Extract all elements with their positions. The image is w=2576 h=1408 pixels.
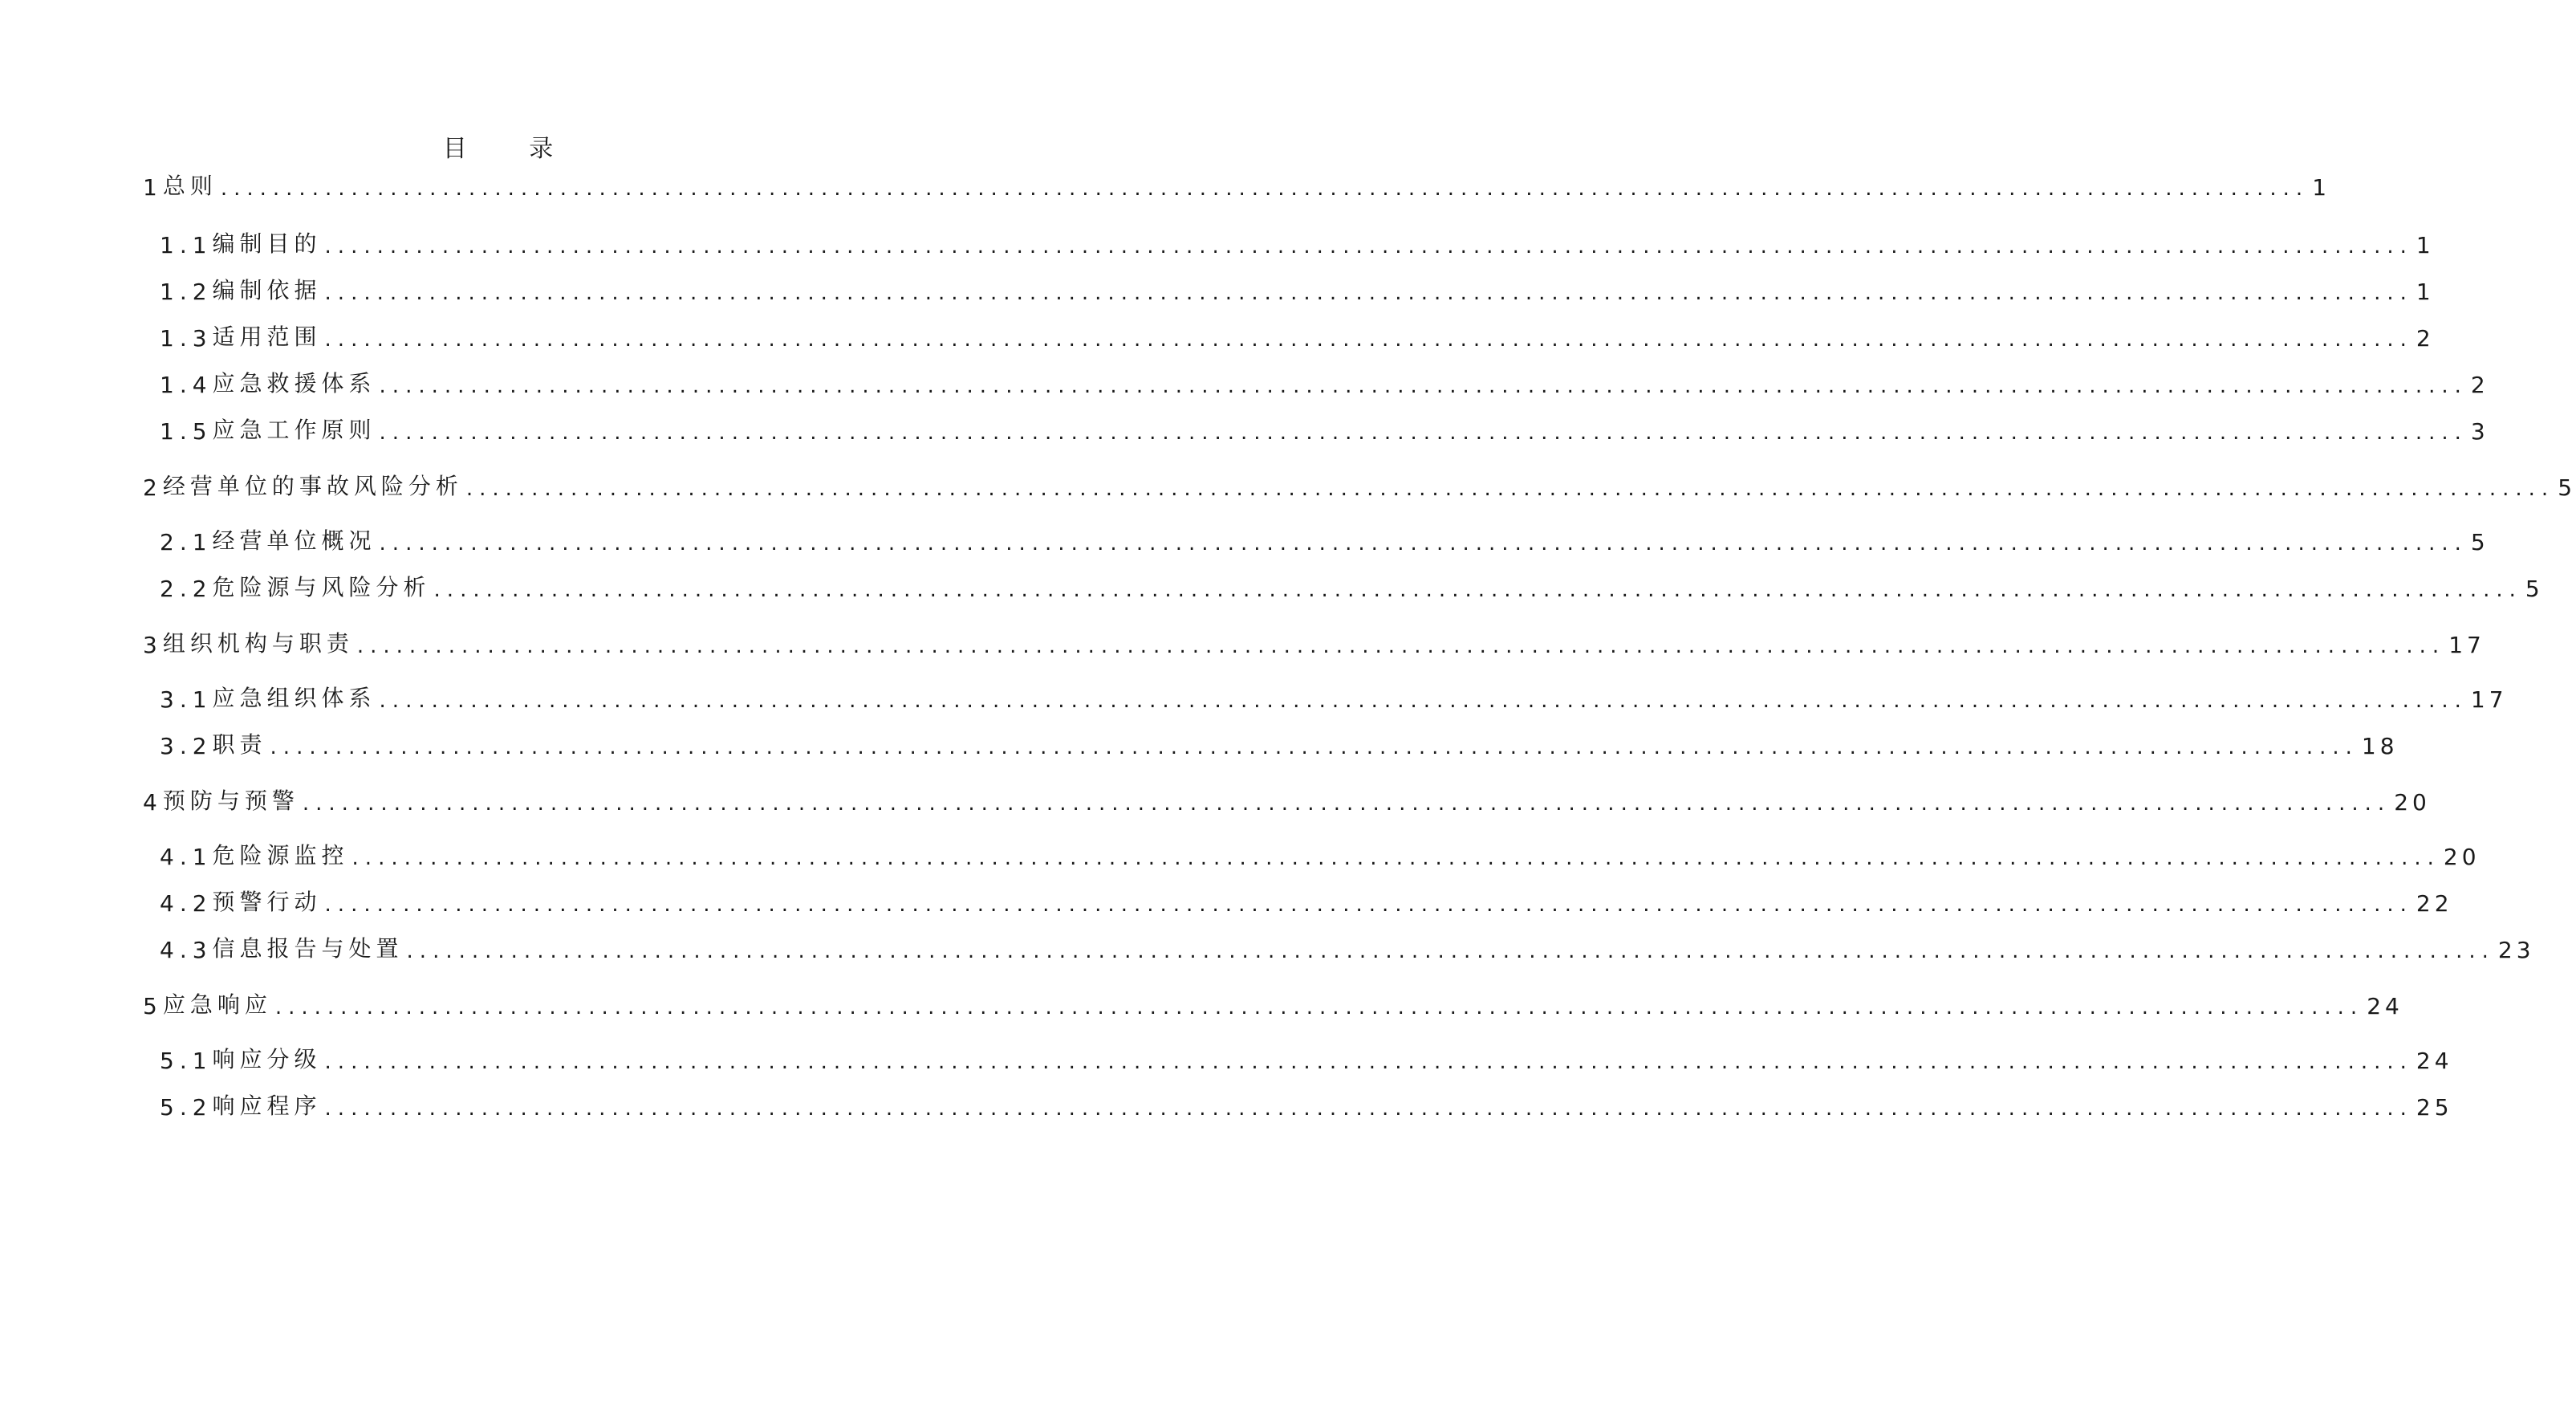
toc-entry-page: 5 bbox=[2525, 576, 2544, 602]
toc-dot-leader: ................................................................................................................................................................ bbox=[379, 374, 2468, 398]
toc-entry[interactable] bbox=[160, 570, 2544, 602]
toc-entry-page: 20 bbox=[2443, 844, 2481, 870]
toc-entry-label: 应急救援体系 bbox=[212, 370, 376, 397]
toc-entry-label: 预防与预警 bbox=[162, 787, 299, 814]
toc-entry-label: 职责 bbox=[212, 731, 267, 758]
toc-dot-leader: ................................................................................................................................................................ bbox=[324, 281, 2413, 305]
toc-dot-leader: ................................................................................................................................................................ bbox=[379, 421, 2468, 445]
toc-dot-leader: ................................................................................................................................................................ bbox=[324, 1097, 2413, 1121]
toc-entry[interactable] bbox=[143, 987, 2403, 1019]
toc-entry-page: 17 bbox=[2448, 632, 2485, 658]
toc-entry[interactable] bbox=[160, 838, 2481, 870]
toc-dot-leader: ................................................................................................................................................................ bbox=[351, 846, 2440, 870]
toc-entry-page: 24 bbox=[2367, 993, 2403, 1019]
toc-entry-number: 3 bbox=[143, 632, 163, 658]
toc-entry[interactable] bbox=[160, 413, 2489, 445]
toc-dot-leader: ................................................................................................................................................................ bbox=[406, 939, 2495, 963]
toc-entry-page: 24 bbox=[2416, 1048, 2453, 1074]
toc-entry-page: 25 bbox=[2416, 1094, 2453, 1121]
toc-entry[interactable] bbox=[143, 626, 2485, 658]
toc-entry-label: 危险源监控 bbox=[212, 842, 349, 869]
toc-entry-number: 2 bbox=[143, 474, 163, 501]
toc-entry-number: 4.2 bbox=[160, 890, 213, 917]
toc-entry[interactable] bbox=[160, 366, 2489, 398]
toc-entry-number: 3.1 bbox=[160, 686, 213, 713]
toc-entry-label: 信息报告与处置 bbox=[212, 935, 404, 962]
toc-entry[interactable] bbox=[160, 226, 2435, 258]
toc-entry-page: 23 bbox=[2497, 937, 2535, 963]
page-title: 目 录 bbox=[442, 135, 581, 163]
toc-entry-label: 经营单位概况 bbox=[212, 527, 376, 554]
toc-entry-page: 20 bbox=[2394, 789, 2431, 816]
toc-entry[interactable] bbox=[160, 681, 2508, 713]
toc-entry-label: 经营单位的事故风险分析 bbox=[162, 473, 463, 499]
toc-entry-number: 2.2 bbox=[160, 576, 213, 602]
toc-entry-number: 4.3 bbox=[160, 937, 213, 963]
toc-entry[interactable] bbox=[160, 727, 2399, 759]
toc-entry-number: 5.1 bbox=[160, 1048, 213, 1074]
toc-entry-page: 1 bbox=[2416, 279, 2435, 305]
toc-entry-number: 1.1 bbox=[160, 232, 213, 258]
toc-entry[interactable] bbox=[160, 319, 2435, 352]
toc-dot-leader: ................................................................................................................................................................ bbox=[465, 477, 2555, 501]
toc-entry-number: 1.5 bbox=[160, 418, 213, 445]
toc-dot-leader: ................................................................................................................................................................ bbox=[356, 634, 2446, 658]
toc-entry-label: 响应程序 bbox=[212, 1093, 322, 1119]
toc-entry[interactable] bbox=[160, 1042, 2453, 1074]
toc-entry-page: 1 bbox=[2416, 232, 2435, 258]
toc-dot-leader: ................................................................................................................................................................ bbox=[270, 735, 2359, 759]
toc-entry[interactable] bbox=[160, 885, 2453, 917]
toc-entry-number: 1.4 bbox=[160, 372, 213, 398]
toc-entry-page: 22 bbox=[2416, 890, 2453, 917]
toc-entry-page: 1 bbox=[2312, 174, 2331, 201]
toc-entry-number: 4 bbox=[143, 789, 163, 816]
toc-entry-number: 5 bbox=[143, 993, 163, 1019]
toc-dot-leader: ................................................................................................................................................................ bbox=[324, 328, 2413, 352]
toc-entry-label: 应急响应 bbox=[162, 991, 272, 1018]
toc-dot-leader: ................................................................................................................................................................ bbox=[379, 689, 2468, 713]
toc-entry-page: 2 bbox=[2416, 325, 2435, 352]
toc-dot-leader: ................................................................................................................................................................ bbox=[324, 893, 2413, 917]
toc-entry-label: 编制依据 bbox=[212, 277, 322, 303]
toc-entry-number: 1.2 bbox=[160, 279, 213, 305]
toc-entry-label: 响应分级 bbox=[212, 1046, 322, 1072]
toc-entry-label: 危险源与风险分析 bbox=[212, 574, 431, 600]
toc-entry-page: 18 bbox=[2361, 733, 2399, 759]
toc-entry[interactable] bbox=[143, 469, 2576, 501]
toc-entry-label: 适用范围 bbox=[212, 324, 322, 350]
toc-dot-leader: ................................................................................................................................................................ bbox=[433, 578, 2522, 602]
toc-entry-label: 预警行动 bbox=[212, 889, 322, 915]
toc-entry-page: 2 bbox=[2470, 372, 2489, 398]
toc-entry-label: 应急组织体系 bbox=[212, 685, 376, 711]
toc-dot-leader: ................................................................................................................................................................ bbox=[324, 1050, 2413, 1074]
toc-dot-leader: ................................................................................................................................................................ bbox=[302, 791, 2391, 816]
toc-entry[interactable] bbox=[160, 931, 2535, 963]
toc-entry-page: 5 bbox=[2470, 529, 2489, 555]
toc-entry-number: 1.3 bbox=[160, 325, 213, 352]
toc-entry-number: 5.2 bbox=[160, 1094, 213, 1121]
toc-entry-number: 2.1 bbox=[160, 529, 213, 555]
toc-entry-label: 组织机构与职责 bbox=[162, 630, 354, 657]
toc-entry[interactable] bbox=[160, 273, 2435, 305]
toc-entry-page: 17 bbox=[2470, 686, 2508, 713]
toc-entry[interactable] bbox=[143, 169, 2331, 201]
toc-dot-leader: ................................................................................................................................................................ bbox=[220, 177, 2310, 201]
toc-entry-number: 3.2 bbox=[160, 733, 213, 759]
toc-dot-leader: ................................................................................................................................................................ bbox=[274, 995, 2364, 1019]
toc-entry[interactable] bbox=[160, 523, 2489, 555]
toc-dot-leader: ................................................................................................................................................................ bbox=[324, 234, 2413, 258]
toc-entry-label: 编制目的 bbox=[212, 230, 322, 257]
toc-entry[interactable] bbox=[143, 783, 2431, 816]
toc-entry-number: 1 bbox=[143, 174, 163, 201]
toc-dot-leader: ................................................................................................................................................................ bbox=[379, 531, 2468, 555]
toc-entry-number: 4.1 bbox=[160, 844, 213, 870]
toc-entry-label: 总则 bbox=[162, 173, 217, 199]
toc-entry-page: 5 bbox=[2558, 474, 2576, 501]
toc-entry-page: 3 bbox=[2470, 418, 2489, 445]
toc-entry-label: 应急工作原则 bbox=[212, 417, 376, 443]
toc-entry[interactable] bbox=[160, 1089, 2453, 1121]
